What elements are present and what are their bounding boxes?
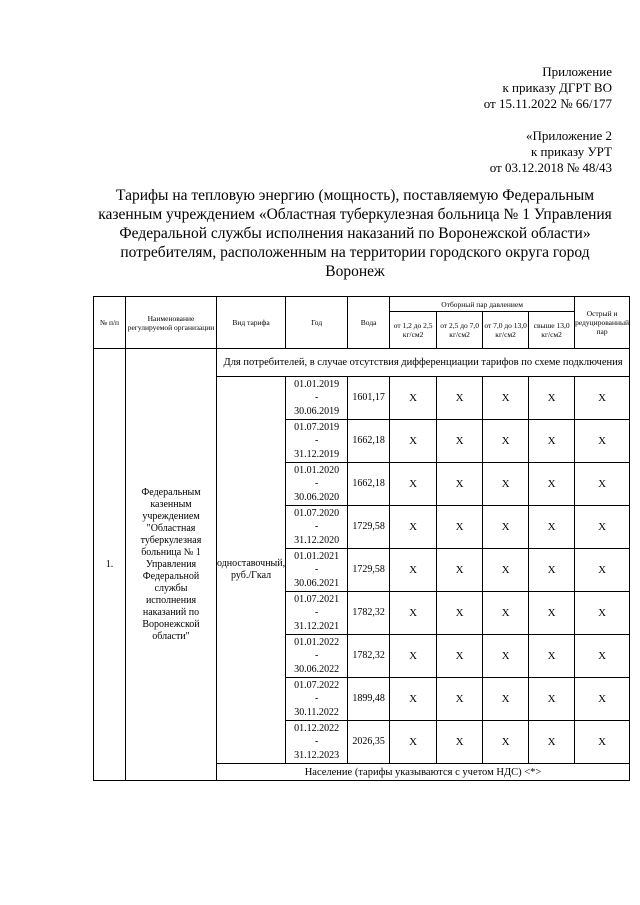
header-p3: от 7,0 до 13,0 кг/см2 (483, 312, 529, 349)
not-applicable-mark: X (390, 592, 437, 635)
period-from: 01.07.2020 (294, 507, 340, 519)
period-cell (286, 420, 348, 463)
period-dash: - (314, 736, 319, 748)
not-applicable-mark: X (437, 592, 483, 635)
not-applicable-mark: X (529, 377, 575, 420)
not-applicable-mark: X (575, 420, 630, 463)
not-applicable-mark: X (390, 377, 437, 420)
tariff-type: одноставочный, руб./Гкал (217, 377, 286, 764)
period-dash: - (314, 564, 319, 576)
not-applicable-mark: X (390, 678, 437, 721)
not-applicable-mark: X (575, 506, 630, 549)
not-applicable-mark: X (390, 721, 437, 764)
not-applicable-mark: X (529, 463, 575, 506)
header-tariff-type: Вид тарифа (217, 297, 286, 349)
header-steam-group: Отборный пар давлением (390, 297, 575, 312)
header-org: Наименование регулируемой организации (126, 297, 217, 349)
not-applicable-mark: X (483, 377, 529, 420)
tariff-table (93, 296, 630, 781)
not-applicable-mark: X (483, 420, 529, 463)
not-applicable-mark: X (575, 721, 630, 764)
not-applicable-mark: X (483, 592, 529, 635)
water-tariff: 1782,32 (348, 592, 390, 635)
not-applicable-mark: X (390, 420, 437, 463)
period-from: 01.07.2019 (294, 421, 340, 433)
appendix-reference-2 (490, 128, 612, 176)
header-year: Год (286, 297, 348, 349)
header-p4: свыше 13,0 кг/см2 (529, 312, 575, 349)
period-to: 30.06.2022 (294, 663, 340, 675)
period-from: 01.01.2022 (294, 636, 340, 648)
not-applicable-mark: X (437, 463, 483, 506)
period-to: 30.06.2020 (294, 491, 340, 503)
header-p1: от 1,2 до 2,5 кг/см2 (390, 312, 437, 349)
period-cell (286, 592, 348, 635)
period-cell (286, 678, 348, 721)
not-applicable-mark: X (529, 592, 575, 635)
appendix-line: к приказу ДГРТ ВО (502, 80, 612, 95)
not-applicable-mark: X (483, 635, 529, 678)
water-tariff: 1899,48 (348, 678, 390, 721)
period-dash: - (314, 392, 319, 404)
period-cell (286, 463, 348, 506)
appendix-line: «Приложение 2 (525, 128, 612, 143)
period-cell (286, 635, 348, 678)
period-cell (286, 721, 348, 764)
not-applicable-mark: X (575, 678, 630, 721)
not-applicable-mark: X (390, 549, 437, 592)
not-applicable-mark: X (575, 377, 630, 420)
period-dash: - (314, 607, 319, 619)
period-from: 01.07.2021 (294, 593, 340, 605)
water-tariff: 1729,58 (348, 506, 390, 549)
not-applicable-mark: X (483, 549, 529, 592)
not-applicable-mark: X (483, 678, 529, 721)
section-heading: Для потребителей, в случае отсутствия дифференциации тарифов по схеме подключения (217, 349, 630, 377)
not-applicable-mark: X (529, 506, 575, 549)
organization-name: Федеральным казенным учреждением "Областная туберкулезная больница № 1 Управления Федеральной службы исполнения наказаний по Воронежской области" (126, 349, 217, 781)
header-num: № п/п (94, 297, 126, 349)
not-applicable-mark: X (575, 592, 630, 635)
period-from: 01.01.2021 (294, 550, 340, 562)
header-water: Вода (348, 297, 390, 349)
period-dash: - (314, 435, 319, 447)
not-applicable-mark: X (390, 463, 437, 506)
period-from: 01.12.2022 (294, 722, 340, 734)
not-applicable-mark: X (390, 506, 437, 549)
appendix-line: Приложение (542, 64, 612, 79)
period-cell (286, 377, 348, 420)
period-dash: - (314, 693, 319, 705)
water-tariff: 1662,18 (348, 420, 390, 463)
not-applicable-mark: X (437, 549, 483, 592)
not-applicable-mark: X (575, 549, 630, 592)
period-to: 30.06.2019 (294, 405, 340, 417)
header-p2: от 2,5 до 7,0 кг/см2 (437, 312, 483, 349)
water-tariff: 1601,17 (348, 377, 390, 420)
period-from: 01.07.2022 (294, 679, 340, 691)
not-applicable-mark: X (483, 463, 529, 506)
not-applicable-mark: X (529, 420, 575, 463)
not-applicable-mark: X (529, 635, 575, 678)
not-applicable-mark: X (575, 463, 630, 506)
not-applicable-mark: X (437, 377, 483, 420)
section-heading-population: Население (тарифы указываются с учетом НДС) <*> (217, 764, 630, 781)
period-from: 01.01.2020 (294, 464, 340, 476)
not-applicable-mark: X (437, 635, 483, 678)
water-tariff: 1782,32 (348, 635, 390, 678)
period-cell (286, 549, 348, 592)
not-applicable-mark: X (483, 506, 529, 549)
not-applicable-mark: X (437, 506, 483, 549)
not-applicable-mark: X (529, 721, 575, 764)
appendix-line: к приказу УРТ (530, 144, 612, 159)
appendix-reference-1 (484, 64, 612, 112)
water-tariff: 2026,35 (348, 721, 390, 764)
appendix-line: от 03.12.2018 № 48/43 (489, 160, 612, 175)
water-tariff: 1729,58 (348, 549, 390, 592)
period-dash: - (314, 650, 319, 662)
appendix-line: от 15.11.2022 № 66/177 (483, 96, 612, 111)
period-cell (286, 506, 348, 549)
period-to: 30.11.2022 (294, 706, 339, 718)
not-applicable-mark: X (575, 635, 630, 678)
document-title: Тарифы на тепловую энергию (мощность), поставляемую Федеральным казенным учреждением «Областная туберкулезная больница № 1 Управления Федеральной службы исполнения наказаний по Воронежской области» потребителям, расположенным на территории городского округа город Воронеж (98, 187, 612, 280)
not-applicable-mark: X (390, 635, 437, 678)
not-applicable-mark: X (483, 721, 529, 764)
not-applicable-mark: X (529, 678, 575, 721)
period-dash: - (314, 478, 319, 490)
period-from: 01.01.2019 (294, 378, 340, 390)
not-applicable-mark: X (437, 678, 483, 721)
period-to: 30.06.2021 (294, 577, 340, 589)
period-dash: - (314, 521, 319, 533)
water-tariff: 1662,18 (348, 463, 390, 506)
not-applicable-mark: X (529, 549, 575, 592)
not-applicable-mark: X (437, 420, 483, 463)
period-to: 31.12.2023 (294, 749, 340, 761)
period-to: 31.12.2020 (294, 534, 340, 546)
period-to: 31.12.2021 (294, 620, 340, 632)
header-sharp-steam: Острый и редуцированный пар (575, 297, 630, 349)
period-to: 31.12.2019 (294, 448, 340, 460)
row-number: 1. (94, 349, 126, 781)
not-applicable-mark: X (437, 721, 483, 764)
